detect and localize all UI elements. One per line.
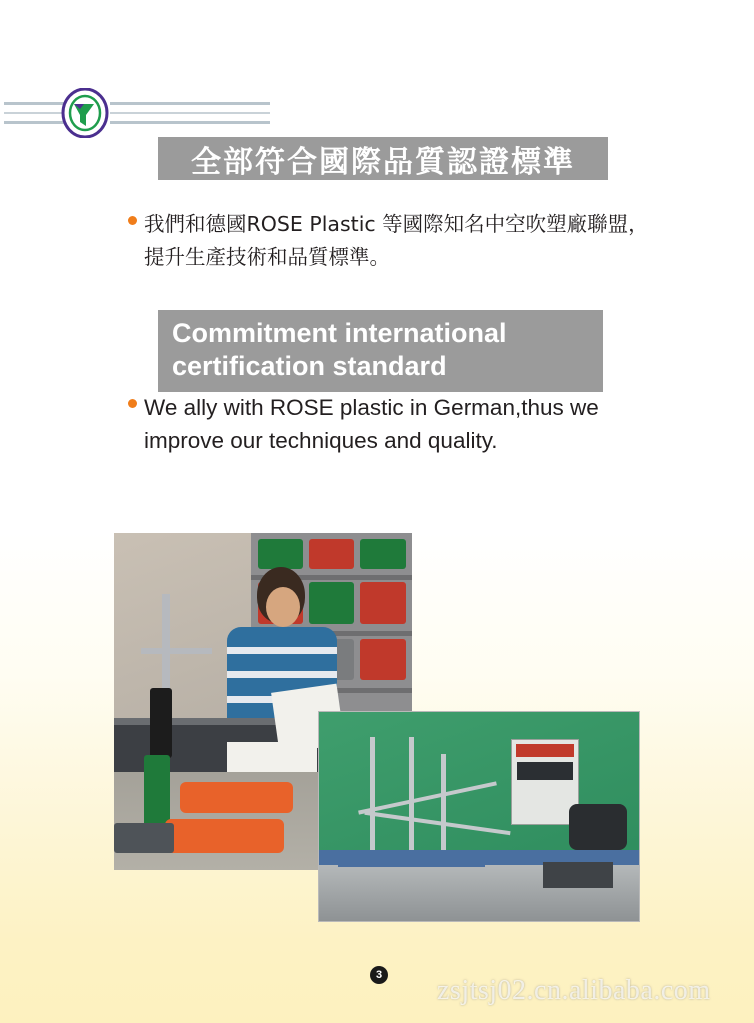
- page-header: [0, 44, 754, 104]
- rule-line: [110, 102, 270, 105]
- page-number-badge: 3: [370, 966, 388, 984]
- english-paragraph-text: We ally with ROSE plastic in German,thus we improve our techniques and quality.: [144, 395, 599, 453]
- photo1-stand-arm: [141, 648, 213, 654]
- chinese-heading-banner: 全部符合國際品質認證標準: [158, 137, 608, 180]
- chinese-paragraph-text: 我們和德國ROSE Plastic 等國際知名中空吹塑廠聯盟，提升生產技術和品質標準。: [144, 212, 649, 270]
- rule-line: [110, 121, 270, 124]
- photo2-fixture-block: [543, 862, 613, 887]
- chinese-paragraph: [128, 208, 658, 274]
- bullet-icon: [128, 216, 137, 225]
- rule-line: [4, 102, 64, 105]
- photo1-orange-case-2: [165, 819, 284, 853]
- photo2-motor: [569, 804, 627, 850]
- english-paragraph: [128, 392, 673, 457]
- watermark-text: zsjtsj02.cn.alibaba.com: [437, 975, 711, 1006]
- photo2-rod-3: [441, 754, 446, 854]
- rule-line: [4, 121, 64, 124]
- photo1-gray-case: [114, 823, 174, 853]
- photo1-orange-case-1: [180, 782, 293, 812]
- header-rule-right: [110, 102, 270, 124]
- company-logo-icon: [61, 88, 109, 138]
- photo1-dark-fixture: [150, 688, 172, 758]
- rule-line: [110, 112, 270, 114]
- photo2-rod-1: [370, 737, 375, 854]
- photo2-blue-base: [338, 850, 485, 867]
- rule-line: [4, 112, 64, 114]
- header-rule-left: [4, 102, 64, 124]
- english-heading-banner: Commitment international certification standard: [158, 310, 603, 392]
- bullet-icon: [128, 399, 137, 408]
- photo2-display: [517, 762, 572, 780]
- photo2-rod-2: [409, 737, 414, 854]
- photo-testing-machine: [318, 711, 640, 922]
- photo1-person-face: [266, 587, 300, 627]
- photo2-machine-label: [516, 744, 574, 757]
